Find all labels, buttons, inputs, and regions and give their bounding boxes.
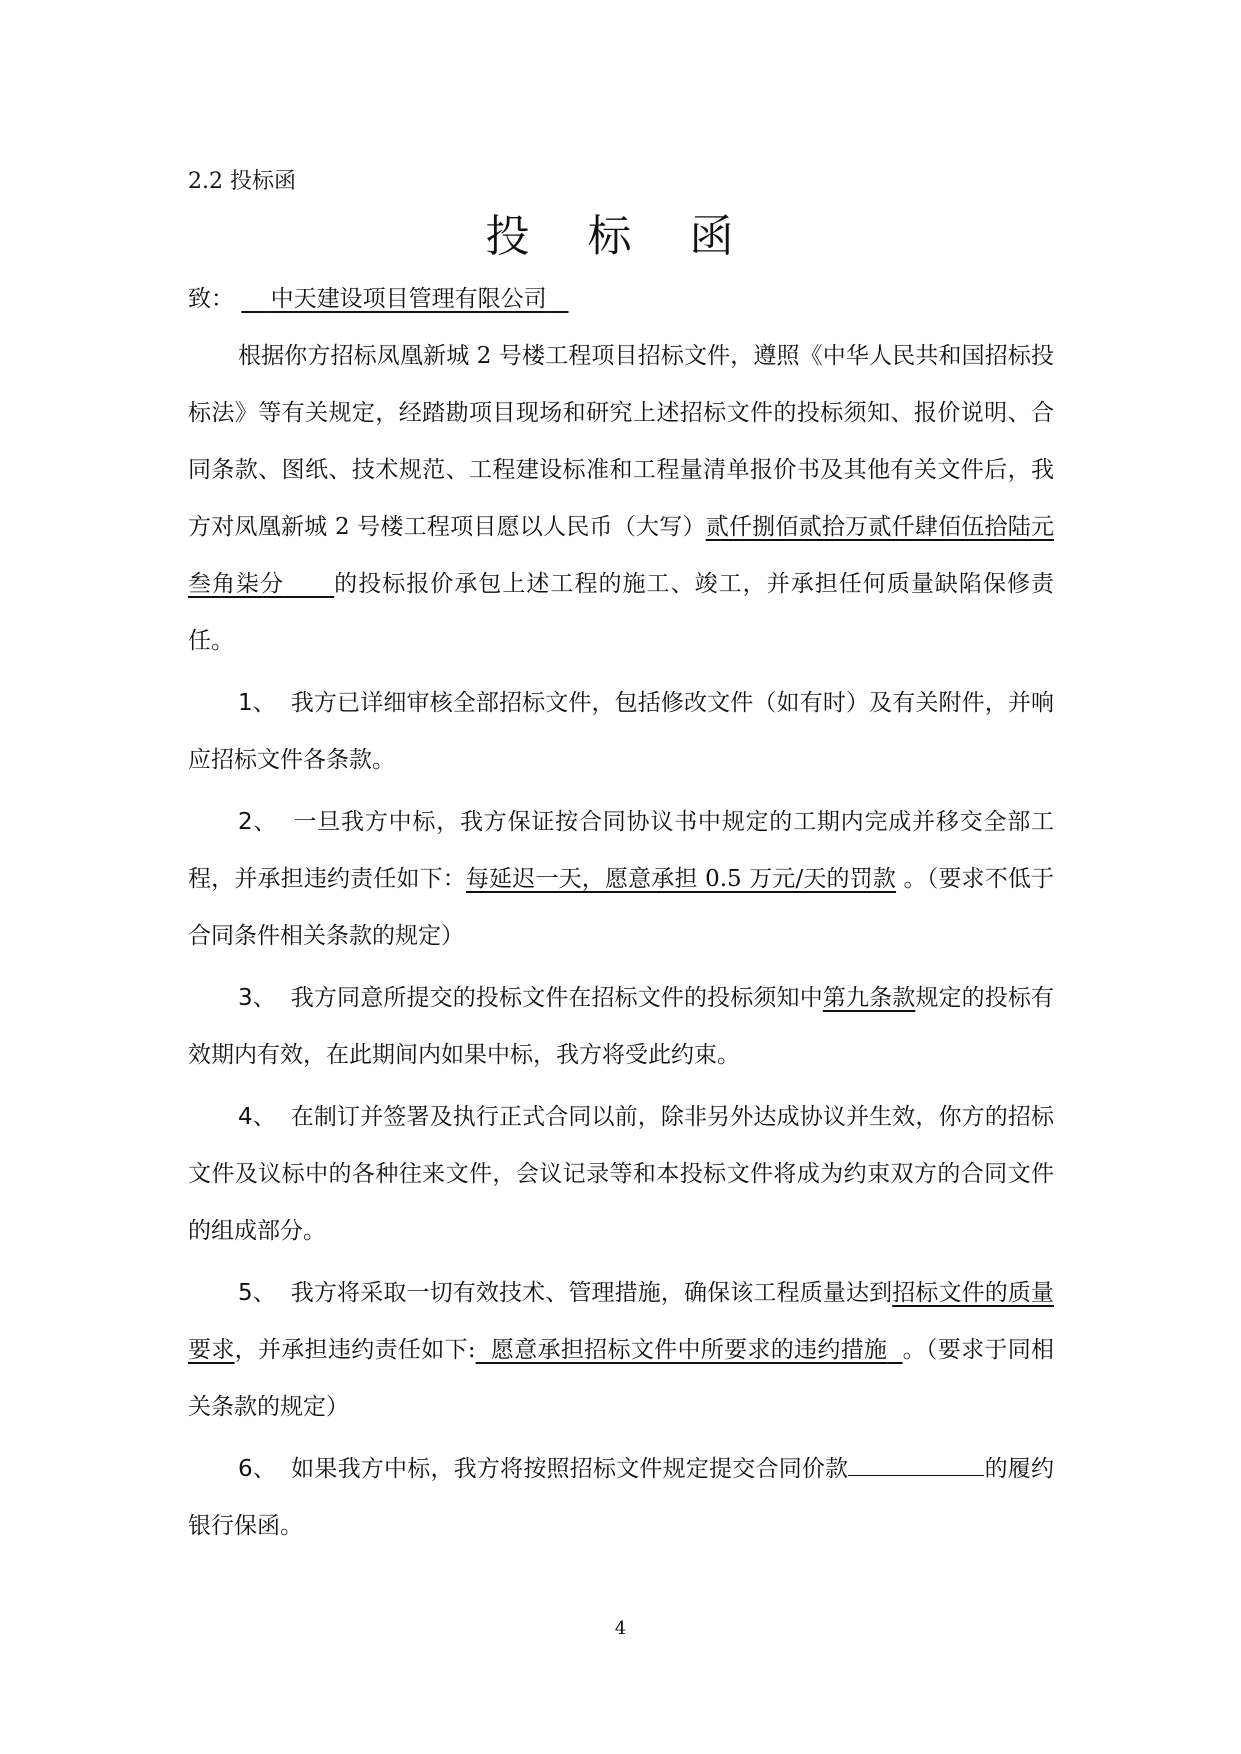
recipient-name: 中天建设项目管理有限公司 <box>270 286 547 312</box>
item-text-end: 。（要求于同相关条款的规定） <box>188 1337 1055 1420</box>
contract-price-blank[interactable] <box>848 1453 984 1476</box>
intro-paragraph <box>188 328 1054 670</box>
intro-text-end: 的投标报价承包上述工程的施工、竣工，并承担任何质量缺陷保修责任。 <box>188 571 1055 654</box>
document-title: 投 标 函 <box>485 211 756 262</box>
item-number: 2、 <box>238 809 278 835</box>
item-text-end: 的履约银行保函。 <box>188 1456 1055 1539</box>
item-text: 在制订并签署及执行正式合同以前，除非另外达成协议并生效，你方的招标文件及议标中的各种往来文件，会议记录等和本投标文件将成为约束双方的合同文件的组成部分。 <box>188 1104 1055 1244</box>
item-number: 4、 <box>238 1104 276 1130</box>
bid-amount: 贰仟捌佰贰拾万贰仟肆佰伍拾陆元叁角柒分 <box>188 514 1054 597</box>
intro-text: 根据你方招标凤凰新城 2 号楼工程项目招标文件，遵照《中华人民共和国招标投标法》等有关规定，经踏勘项目现场和研究上述招标文件的投标须知、报价说明、合同条款、图纸、技术规范、工程建设标准和工程量清单报价书及其他有关文件后，我方对凤凰新城 2 号楼工程项目愿以人民币（大写） <box>188 343 1054 540</box>
page-number: 4 <box>614 1618 627 1639</box>
item-text: 我方已详细审核全部招标文件，包括修改文件（如有时）及有关附件，并响应招标文件各条款。 <box>188 690 1055 773</box>
item-number: 3、 <box>238 985 276 1011</box>
item-text-end: 。（要求不低于合同条件相关条款的规定） <box>188 866 1055 949</box>
quality-penalty: 愿意承担招标文件中所要求的违约措施 <box>490 1337 888 1363</box>
item-4 <box>188 1089 1054 1260</box>
item-text: ，并承担违约责任如下: <box>234 1337 476 1363</box>
item-number: 5、 <box>238 1280 276 1306</box>
item-number: 6、 <box>238 1456 277 1482</box>
item-text-end: 规定的投标有效期内有效，在此期间内如果中标，我方将受此约束。 <box>188 985 1055 1068</box>
item-6 <box>188 1441 1054 1555</box>
item-2 <box>188 794 1054 965</box>
section-label: 2.2 投标函 <box>188 169 296 194</box>
item-3 <box>188 970 1054 1084</box>
item-1 <box>188 675 1054 789</box>
item-text: 一旦我方中标，我方保证按合同协议书中规定的工期内完成并移交全部工程，并承担违约责任如下： <box>188 809 1055 892</box>
item-text: 如果我方中标，我方将按照招标文件规定提交合同价款 <box>291 1456 849 1482</box>
item-text: 我方将采取一切有效技术、管理措施，确保该工程质量达到 <box>290 1280 893 1306</box>
delay-penalty: 每延迟一天，愿意承担 0.5 万元/天的罚款 <box>465 866 897 892</box>
validity-clause: 第九条款 <box>822 985 916 1011</box>
recipient-prefix: 致： <box>188 286 234 312</box>
item-text: 我方同意所提交的投标文件在招标文件的投标须知中 <box>290 985 823 1011</box>
quality-requirement: 招标文件的质量要求 <box>188 1280 1055 1363</box>
recipient-line <box>188 280 569 313</box>
letter-body <box>188 328 1054 1555</box>
item-number: 1、 <box>238 690 276 716</box>
item-5 <box>188 1265 1054 1436</box>
